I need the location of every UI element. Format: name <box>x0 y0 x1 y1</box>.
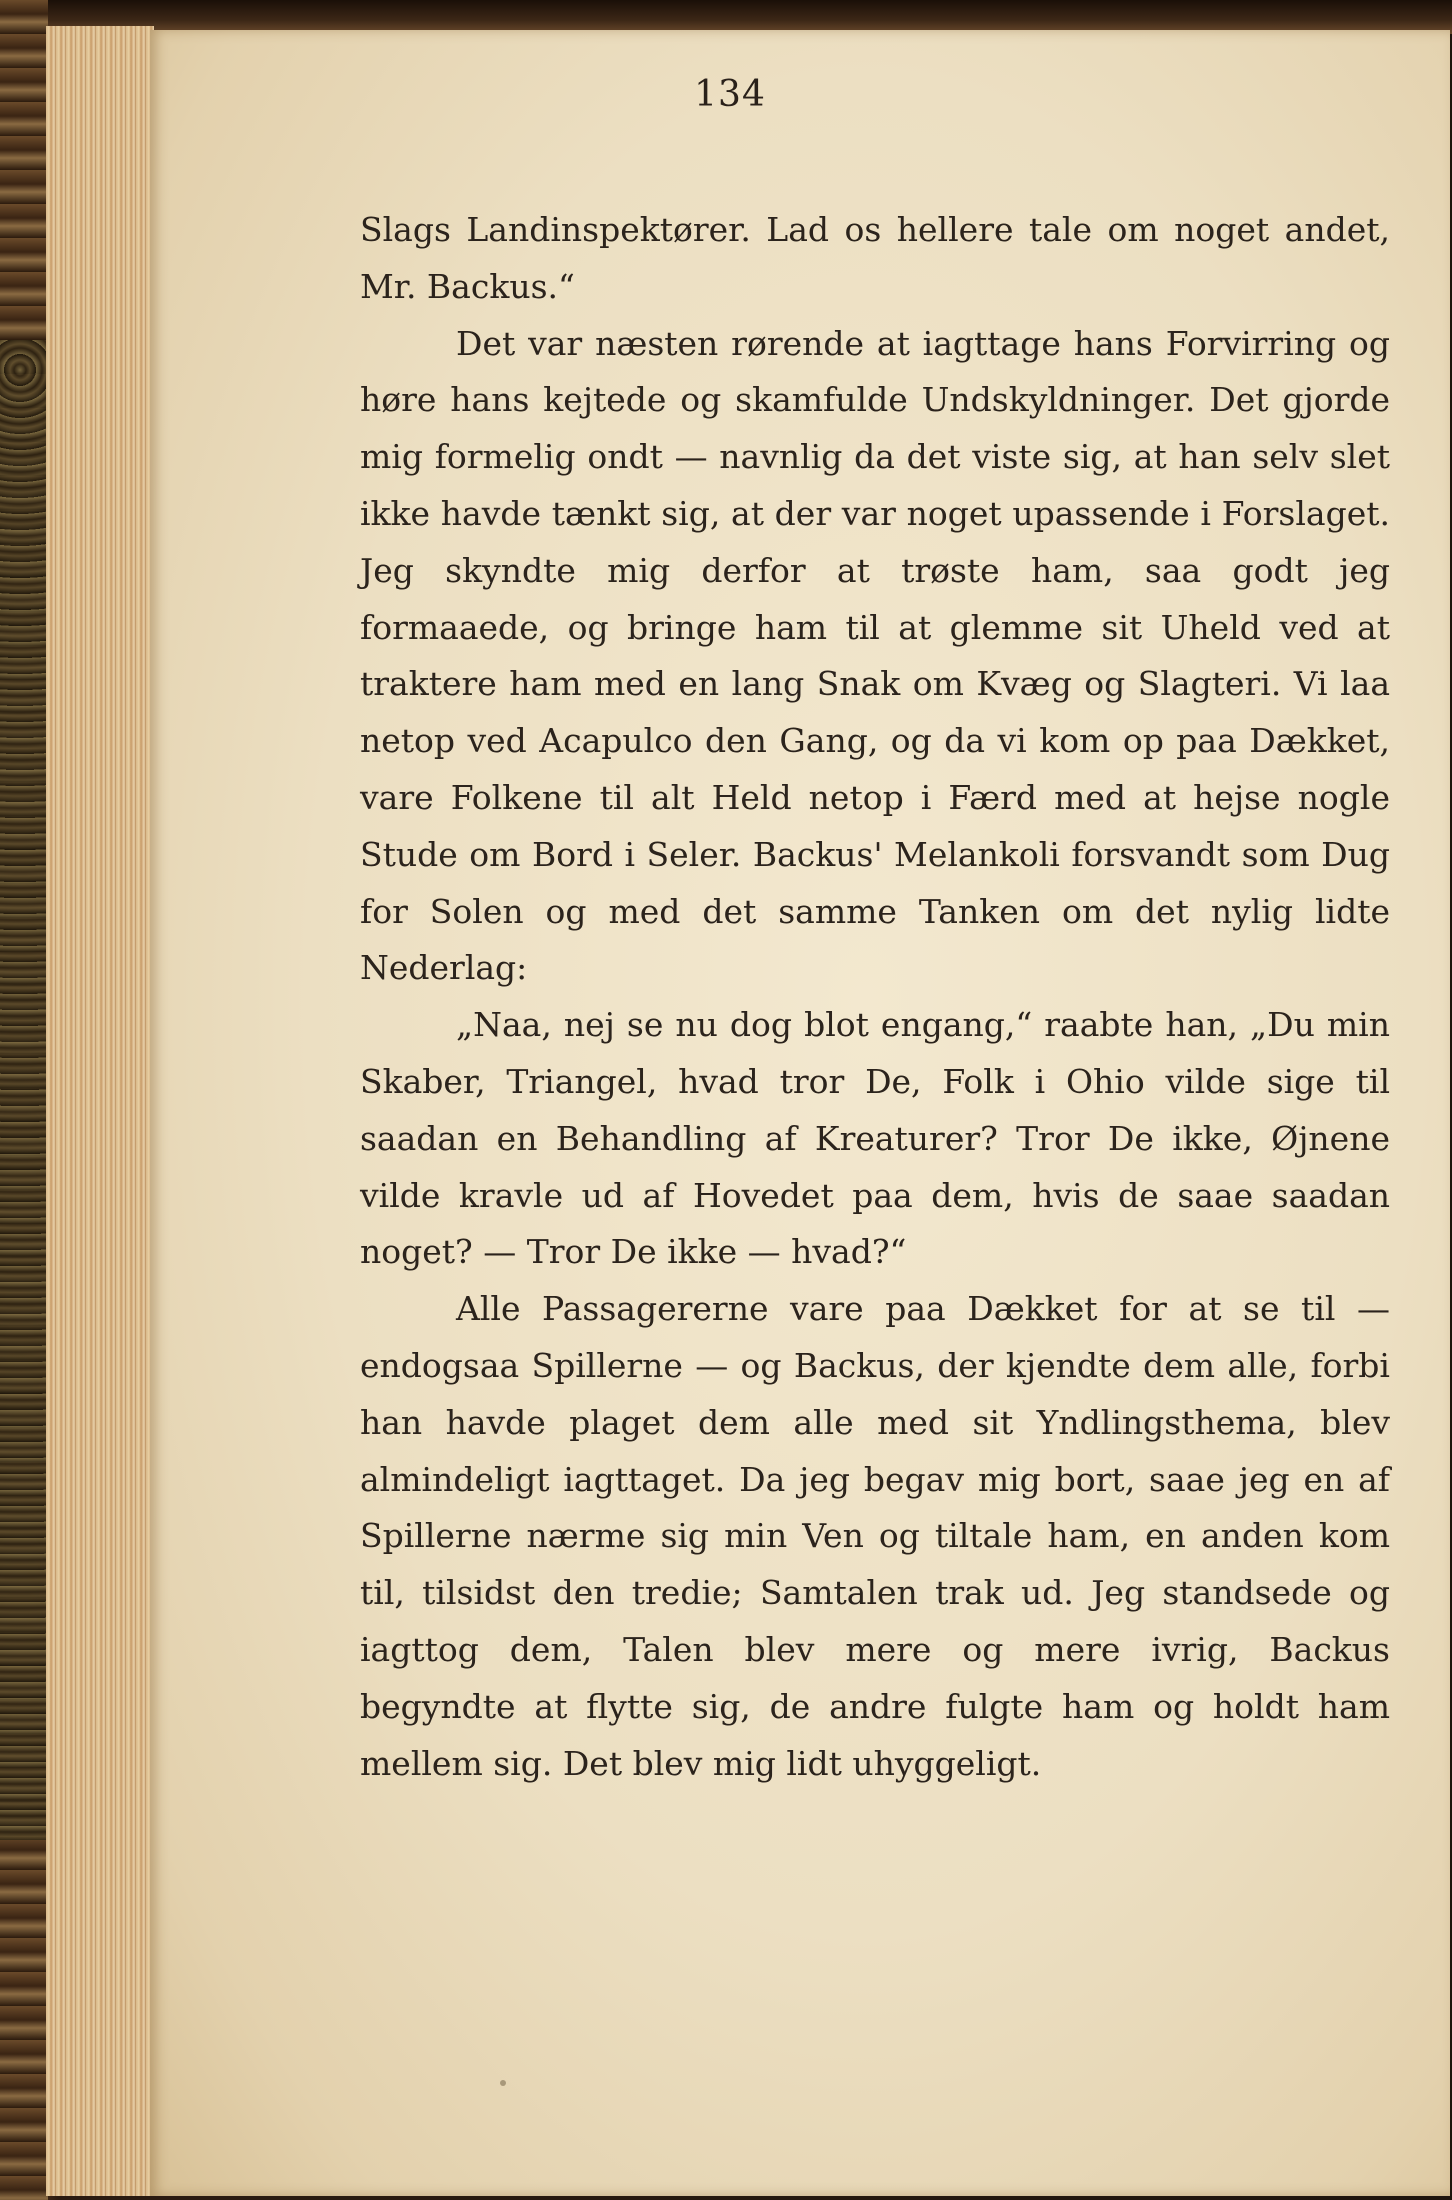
page-body-text <box>360 202 1390 1792</box>
paragraph: Alle Passagererne vare paa Dækket for at se til — endogsaa Spillerne — og Backus, der kjendte dem alle, forbi han havde plaget dem alle med sit Yndlingsthema, blev almindeligt iagttaget. Da jeg begav mig bort, saae jeg en af Spillerne nærme sig min Ven og tiltale ham, en anden kom til, tilsidst den tredie; Samtalen trak ud. Jeg standsede og iagttog dem, Talen blev mere og mere ivrig, Backus begyndte at flytte sig, de andre fulgte ham og holdt ham mellem sig. Det blev mig lidt uhyggeligt. <box>360 1289 1390 1783</box>
paragraph-continued: Slags Landinspektører. Lad os hellere tale om noget andet, Mr. Backus.“ <box>360 210 1390 306</box>
paragraph: Det var næsten rørende at iagttage hans Forvirring og høre hans kejtede og skamfulde Undskyldninger. Det gjorde mig formelig ondt — navnlig da det viste sig, at han selv slet ikke havde tænkt sig, at der var noget upassende i Forslaget. Jeg skyndte mig derfor at trøste ham, saa godt jeg formaaede, og bringe ham til at glemme sit Uheld ved at traktere ham med en lang Snak om Kvæg og Slagteri. Vi laa netop ved Acapulco den Gang, og da vi kom op paa Dækket, vare Folkene til alt Held netop i Færd med at hejse nogle Stude om Bord i Seler. Backus' Melankoli forsvandt som Dug for Solen og med det samme Tanken om det nylig lidte Nederlag: <box>360 323 1390 988</box>
marbled-binding <box>0 340 46 1840</box>
ink-smudge <box>500 2080 506 2086</box>
page-edges <box>46 26 154 2196</box>
page-number: 134 <box>694 74 766 115</box>
book-cover-top <box>0 0 1452 34</box>
paragraph-quote: „Naa, nej se nu dog blot engang,“ raabte han, „Du min Skaber, Triangel, hvad tror De, Folk i Ohio vilde sige til saadan en Behandling af Kreaturer? Tror De ikke, Øjnene vilde kravle ud af Hovedet paa dem, hvis de saae saadan noget? — Tror De ikke — hvad?“ <box>360 1005 1390 1272</box>
